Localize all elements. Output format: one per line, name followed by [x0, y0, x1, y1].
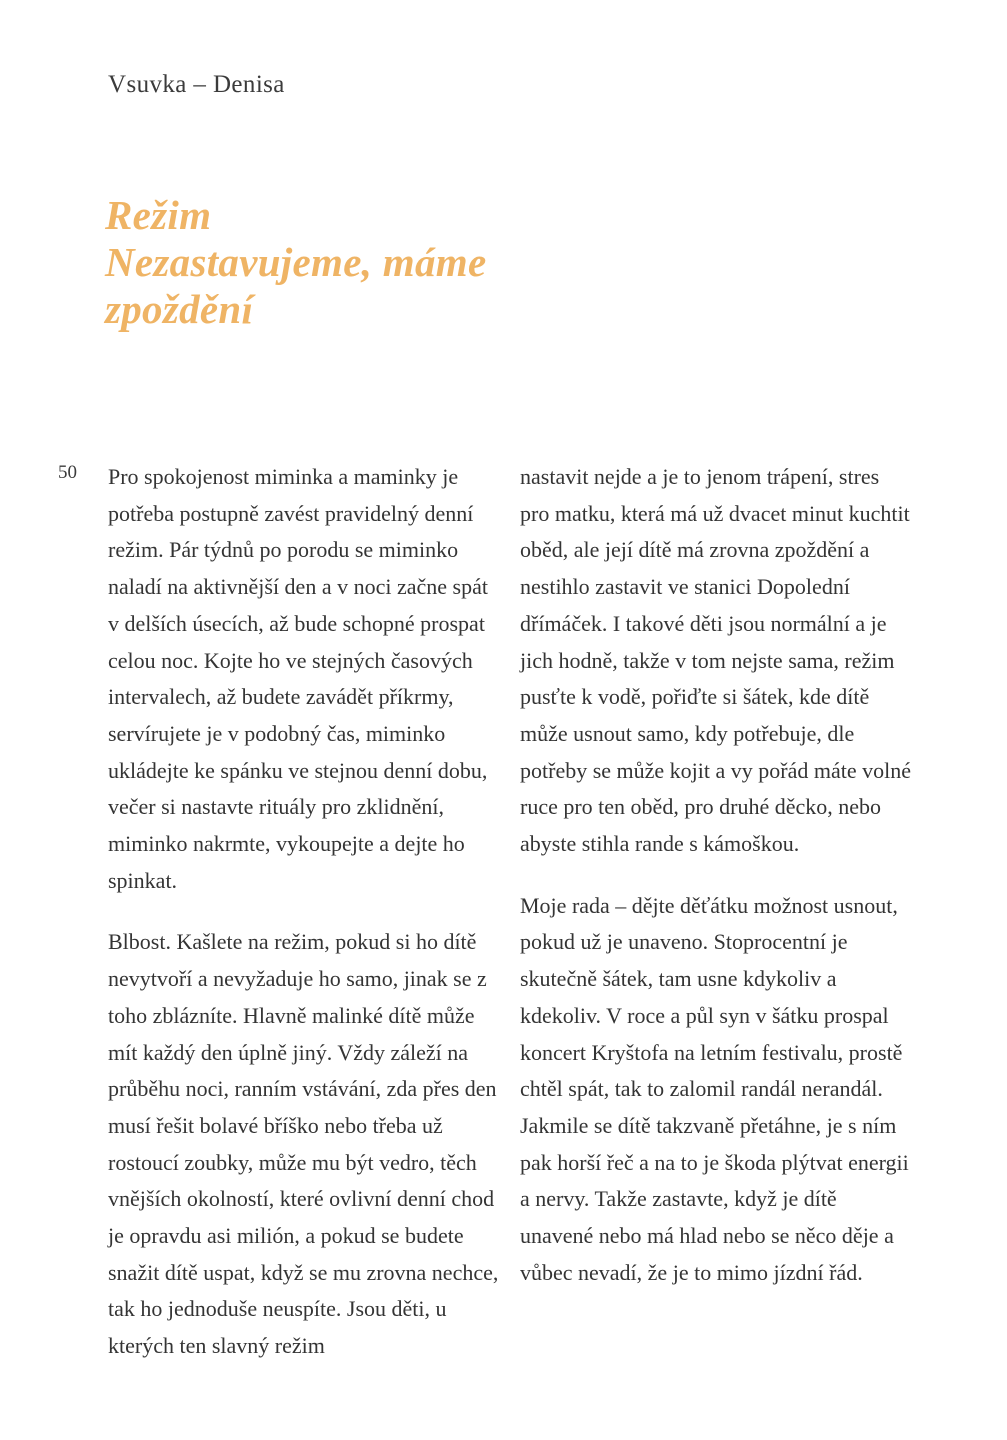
paragraph: Pro spokojenost miminka a maminky je potřeba postupně zavést pravidelný denní režim. Pár týdnů po porodu se miminko naladí na aktivnější den a v noci začne spát v delších úsecích, až bude schopné prospat celou noc. Kojte ho ve stejných časových intervalech, až budete zavádět příkrmy, servírujete je v podobný čas, miminko ukládejte ke spánku ve stejnou denní dobu, večer si nastavte rituály pro zklidnění, miminko nakrmte, vykoupejte a dejte ho spinkat.: [108, 464, 488, 893]
text-column-right: [520, 459, 912, 1291]
paragraph: Blbost. Kašlete na režim, pokud si ho dítě nevytvoří a nevyžaduje ho samo, jinak se z toho zblázníte. Hlavně malinké dítě může mít každý den úplně jiný. Vždy záleží na průběhu noci, ranním vstávání, zda přes den musí řešit bolavé bříško nebo třeba už rostoucí zoubky, může mu být vedro, těch vnějších okolností, které ovlivní denní chod je opravdu asi milión, a pokud se budete snažit dítě uspat, když se mu zrovna nechce, tak ho jednoduše neuspíte. Jsou děti, u kterých ten slavný režim: [108, 929, 499, 1359]
chapter-title-line-1: Režim: [105, 192, 212, 238]
text-column-left: [108, 459, 504, 1365]
running-header: Vsuvka – Denisa: [108, 71, 285, 98]
paragraph: nastavit nejde a je to jenom trápení, stres pro matku, která má už dvacet minut kuchtit oběd, ale její dítě má zrovna zpoždění a nestihlo zastavit ve stanici Dopolední dřímáček. I takové děti jsou normální a je jich hodně, takže v tom nejste sama, režim pusťte k vodě, pořiďte si šátek, kde dítě může usnout samo, kdy potřebuje, dle potřeby se může kojit a vy pořád máte volné ruce pro ten oběd, pro druhé děcko, nebo abyste stihla rande s kámoškou.: [520, 464, 911, 857]
paragraph: Moje rada – dějte děťátku možnost usnout, pokud už je unaveno. Stoprocentní je skutečně šátek, tam usne kdykoliv a kdekoliv. V roce a půl syn v šátku prospal koncert Kryštofa na letním festivalu, prostě chtěl spát, tak to zalomil randál nerandál. Jakmile se dítě takzvaně přetáhne, je s ním pak horší řeč a na to je škoda plýtvat energii a nervy. Takže zastavte, když je dítě unavené nebo má hlad nebo se něco děje a vůbec nevadí, že je to mimo jízdní řád.: [520, 892, 909, 1285]
chapter-title: [105, 192, 486, 333]
chapter-title-line-3: zpoždění: [105, 286, 254, 332]
page-number: 50: [58, 462, 77, 483]
chapter-title-line-2: Nezastavujeme, máme: [105, 239, 487, 285]
